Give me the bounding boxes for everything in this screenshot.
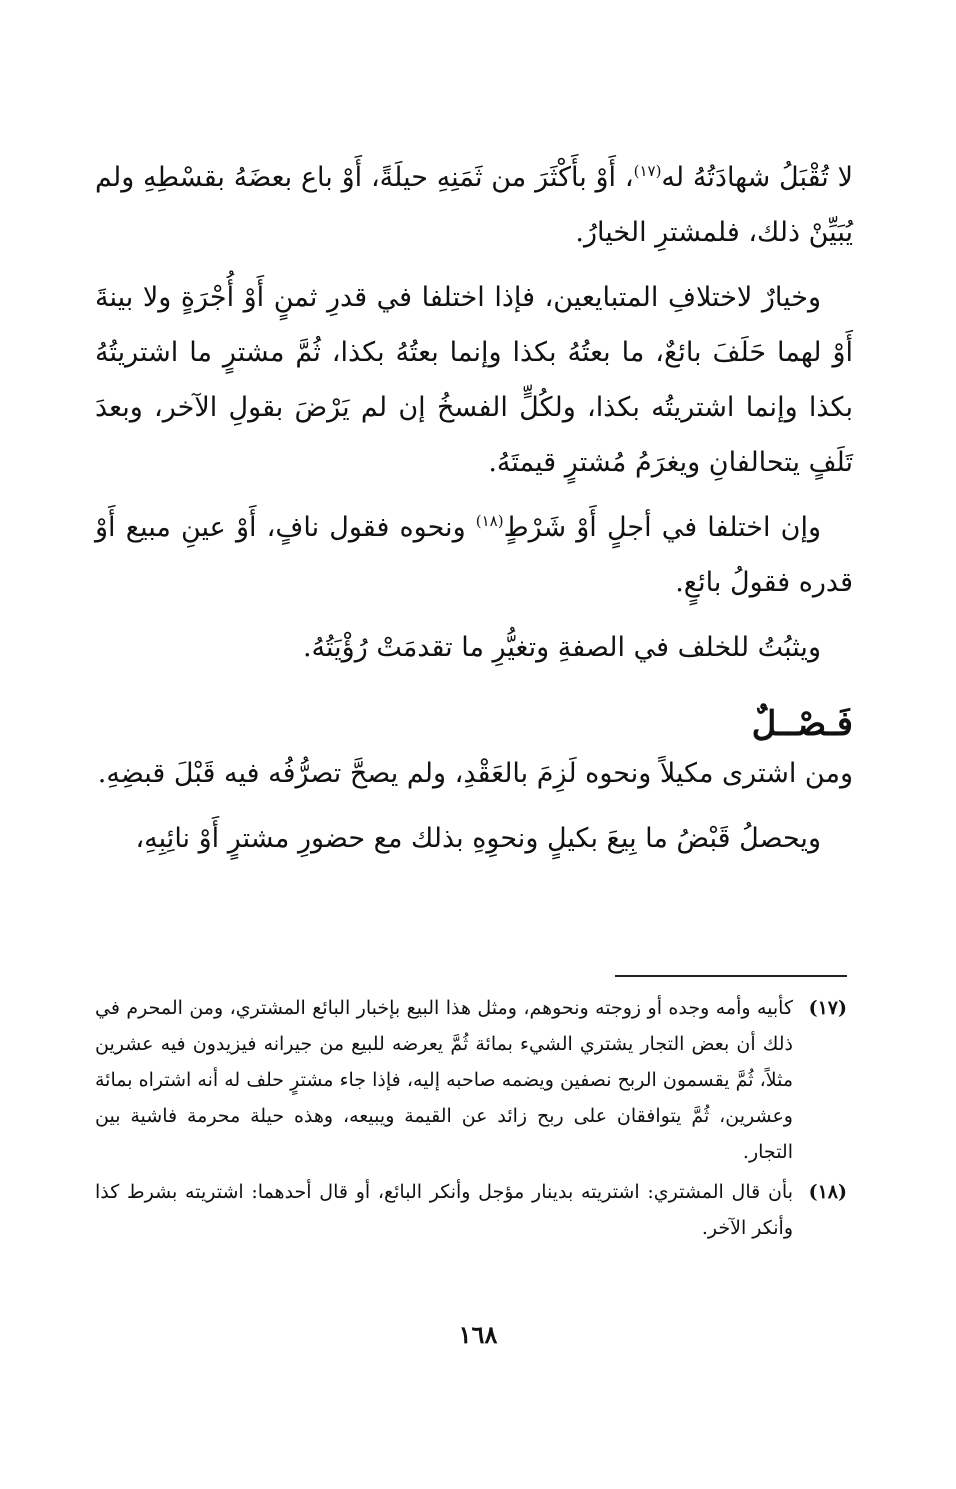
footnote-text: بأن قال المشتري: اشتريته بدينار مؤجل وأنكر البائع، أو قال أحدهما: اشتريته بشرط كذا وأنكر الآخر.	[95, 1181, 793, 1239]
paragraph-3-text-start: وإن اختلفا في أجلٍ أَوْ شَرْطٍ	[503, 512, 821, 543]
footnote-18	[95, 1174, 847, 1246]
footnote-ref-18[interactable]: (١٨)	[475, 512, 504, 530]
paragraph-6: ويحصلُ قَبْضُ ما بِيعَ بكيلٍ ونحوِهِ بذلك مع حضورِ مشترٍ أَوْ نائِبِهِ،	[135, 823, 821, 854]
paragraph-4: ويثبُتُ للخلف في الصفةِ وتغيُّرِ ما تقدمَتْ رُؤْيَتُهُ.	[302, 632, 821, 663]
footnotes-block	[95, 990, 847, 1250]
footnote-text: كأبيه وأمه وجده أو زوجته ونحوهم، ومثل هذا البيع بإخبار البائع المشتري، ومن المحرم في ذلك أن بعض التجار يشتري الشيء بمائة ثُمَّ يعرضه للبيع من جيرانه فيزيدون فيه عشرين مثلاً، ثُمَّ يقسمون الربح نصفين ويضمه صاحبه إليه، فإذا جاء مشترٍ حلف له أنه اشتراه بمائة وعشرين، ثُمَّ يتوافقان على ربح زائد عن القيمة ويبيعه، وهذه حيلة محرمة فاشية بين التجار.	[95, 997, 793, 1163]
paragraph-5: ومن اشترى مكيلاً ونحوه لَزِمَ بالعَقْدِ، ولم يصحَّ تصرُّفُه فيه قَبْلَ قبضِهِ.	[97, 758, 853, 789]
footnote-number: (١٧)	[808, 997, 847, 1019]
paragraph-3	[95, 500, 853, 610]
section-heading: فَـصْــلٌ	[751, 704, 853, 744]
footnote-ref-17[interactable]: (١٧)	[633, 162, 662, 180]
main-text-block	[95, 150, 853, 876]
footnote-number: (١٨)	[808, 1181, 847, 1203]
paragraph-1-text-end: ، أَوْ بأَكْثَرَ من ثَمَنِهِ حيلَةً، أَوْ باع بعضَهُ بقسْطِهِ ولم يُبَيِّنْ ذلك، فلمشترِ الخيارُ.	[95, 162, 853, 248]
paragraph-1-text-start: لا تُقْبَلُ شهادَتُهُ له	[661, 162, 853, 193]
paragraph-1	[95, 150, 853, 260]
paragraph-3-text-end: ونحوه فقول نافٍ، أَوْ عينِ مبيع أَوْ قدره فقولُ بائعٍ.	[95, 512, 853, 598]
footnote-divider	[615, 975, 847, 977]
page-number: ١٦٨	[458, 1320, 498, 1349]
footnote-17	[95, 990, 847, 1170]
paragraph-2: وخيارٌ لاختلافِ المتبايعين، فإذا اختلفا في قدرِ ثمنٍ أَوْ أُجْرَةٍ ولا بينةَ أَوْ لهما حَلَفَ بائعٌ، ما بعتُهُ بكذا وإنما بعتُهُ بكذا، ثُمَّ مشترٍ ما اشتريتُهُ بكذا وإنما اشتريتُه بكذا، ولكُلٍّ الفسخُ إن لم يَرْضَ بقولِ الآخر، وبعدَ تَلَفٍ يتحالفانِ ويغرَمُ مُشترٍ قيمتَهُ.	[95, 282, 853, 478]
